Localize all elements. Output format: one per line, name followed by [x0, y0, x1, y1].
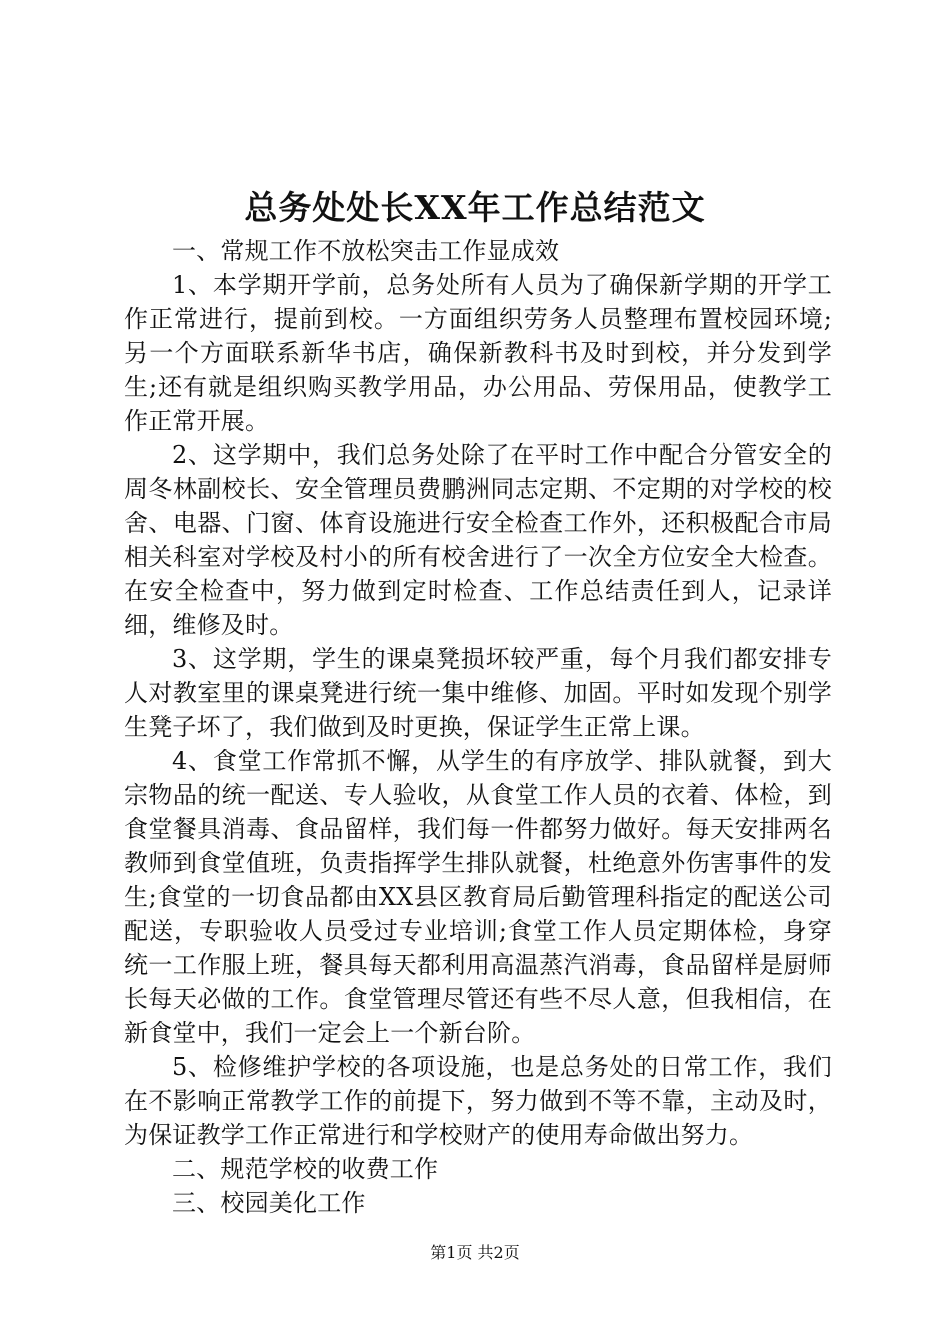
page-number-footer: 第1页 共2页: [430, 1243, 520, 1262]
paragraph-4: 4、食堂工作常抓不懈，从学生的有序放学、排队就餐，到大宗物品的统一配送、专人验收，从食堂工作人员的衣着、体检，到食堂餐具消毒、食品留样，我们每一件都努力做好。每天安排两名教师到食堂值班，负责指挥学生排队就餐，杜绝意外伤害事件的发生;食堂的一切食品都由XX县区教育局后勤管理科指定的配送公司配送，专职验收人员受过专业培训;食堂工作人员定期体检，身穿统一工作服上班，餐具每天都利用高温蒸汽消毒，食品留样是厨师长每天必做的工作。食堂管理尽管还有些不尽人意，但我相信，在新食堂中，我们一定会上一个新台阶。: [124, 747, 832, 1047]
paragraph-1: 1、本学期开学前，总务处所有人员为了确保新学期的开学工作正常进行，提前到校。一方面组织劳务人员整理布置校园环境;另一个方面联系新华书店，确保新教科书及时到校，并分发到学生;还有就是组织购买教学用品，办公用品、劳保用品，使教学工作正常开展。: [124, 271, 832, 435]
section-heading-3: 三、校园美化工作: [172, 1189, 366, 1217]
document-body: [124, 234, 832, 1220]
section-heading-1: 一、常规工作不放松突击工作显成效: [172, 237, 560, 265]
section-heading-2: 二、规范学校的收费工作: [172, 1155, 439, 1183]
document-title: 总务处处长XX年工作总结范文: [244, 188, 706, 227]
paragraph-3: 3、这学期，学生的课桌凳损坏较严重，每个月我们都安排专人对教室里的课桌凳进行统一集中维修、加固。平时如发现个别学生凳子坏了，我们做到及时更换，保证学生正常上课。: [124, 645, 832, 741]
paragraph-5: 5、检修维护学校的各项设施，也是总务处的日常工作，我们在不影响正常教学工作的前提下，努力做到不等不靠，主动及时，为保证教学工作正常进行和学校财产的使用寿命做出努力。: [124, 1053, 832, 1149]
paragraph-2: 2、这学期中，我们总务处除了在平时工作中配合分管安全的周冬林副校长、安全管理员费鹏洲同志定期、不定期的对学校的校舍、电器、门窗、体育设施进行安全检查工作外，还积极配合市局相关科室对学校及村小的所有校舍进行了一次全方位安全大检查。在安全检查中，努力做到定时检查、工作总结责任到人，记录详细，维修及时。: [124, 441, 832, 639]
